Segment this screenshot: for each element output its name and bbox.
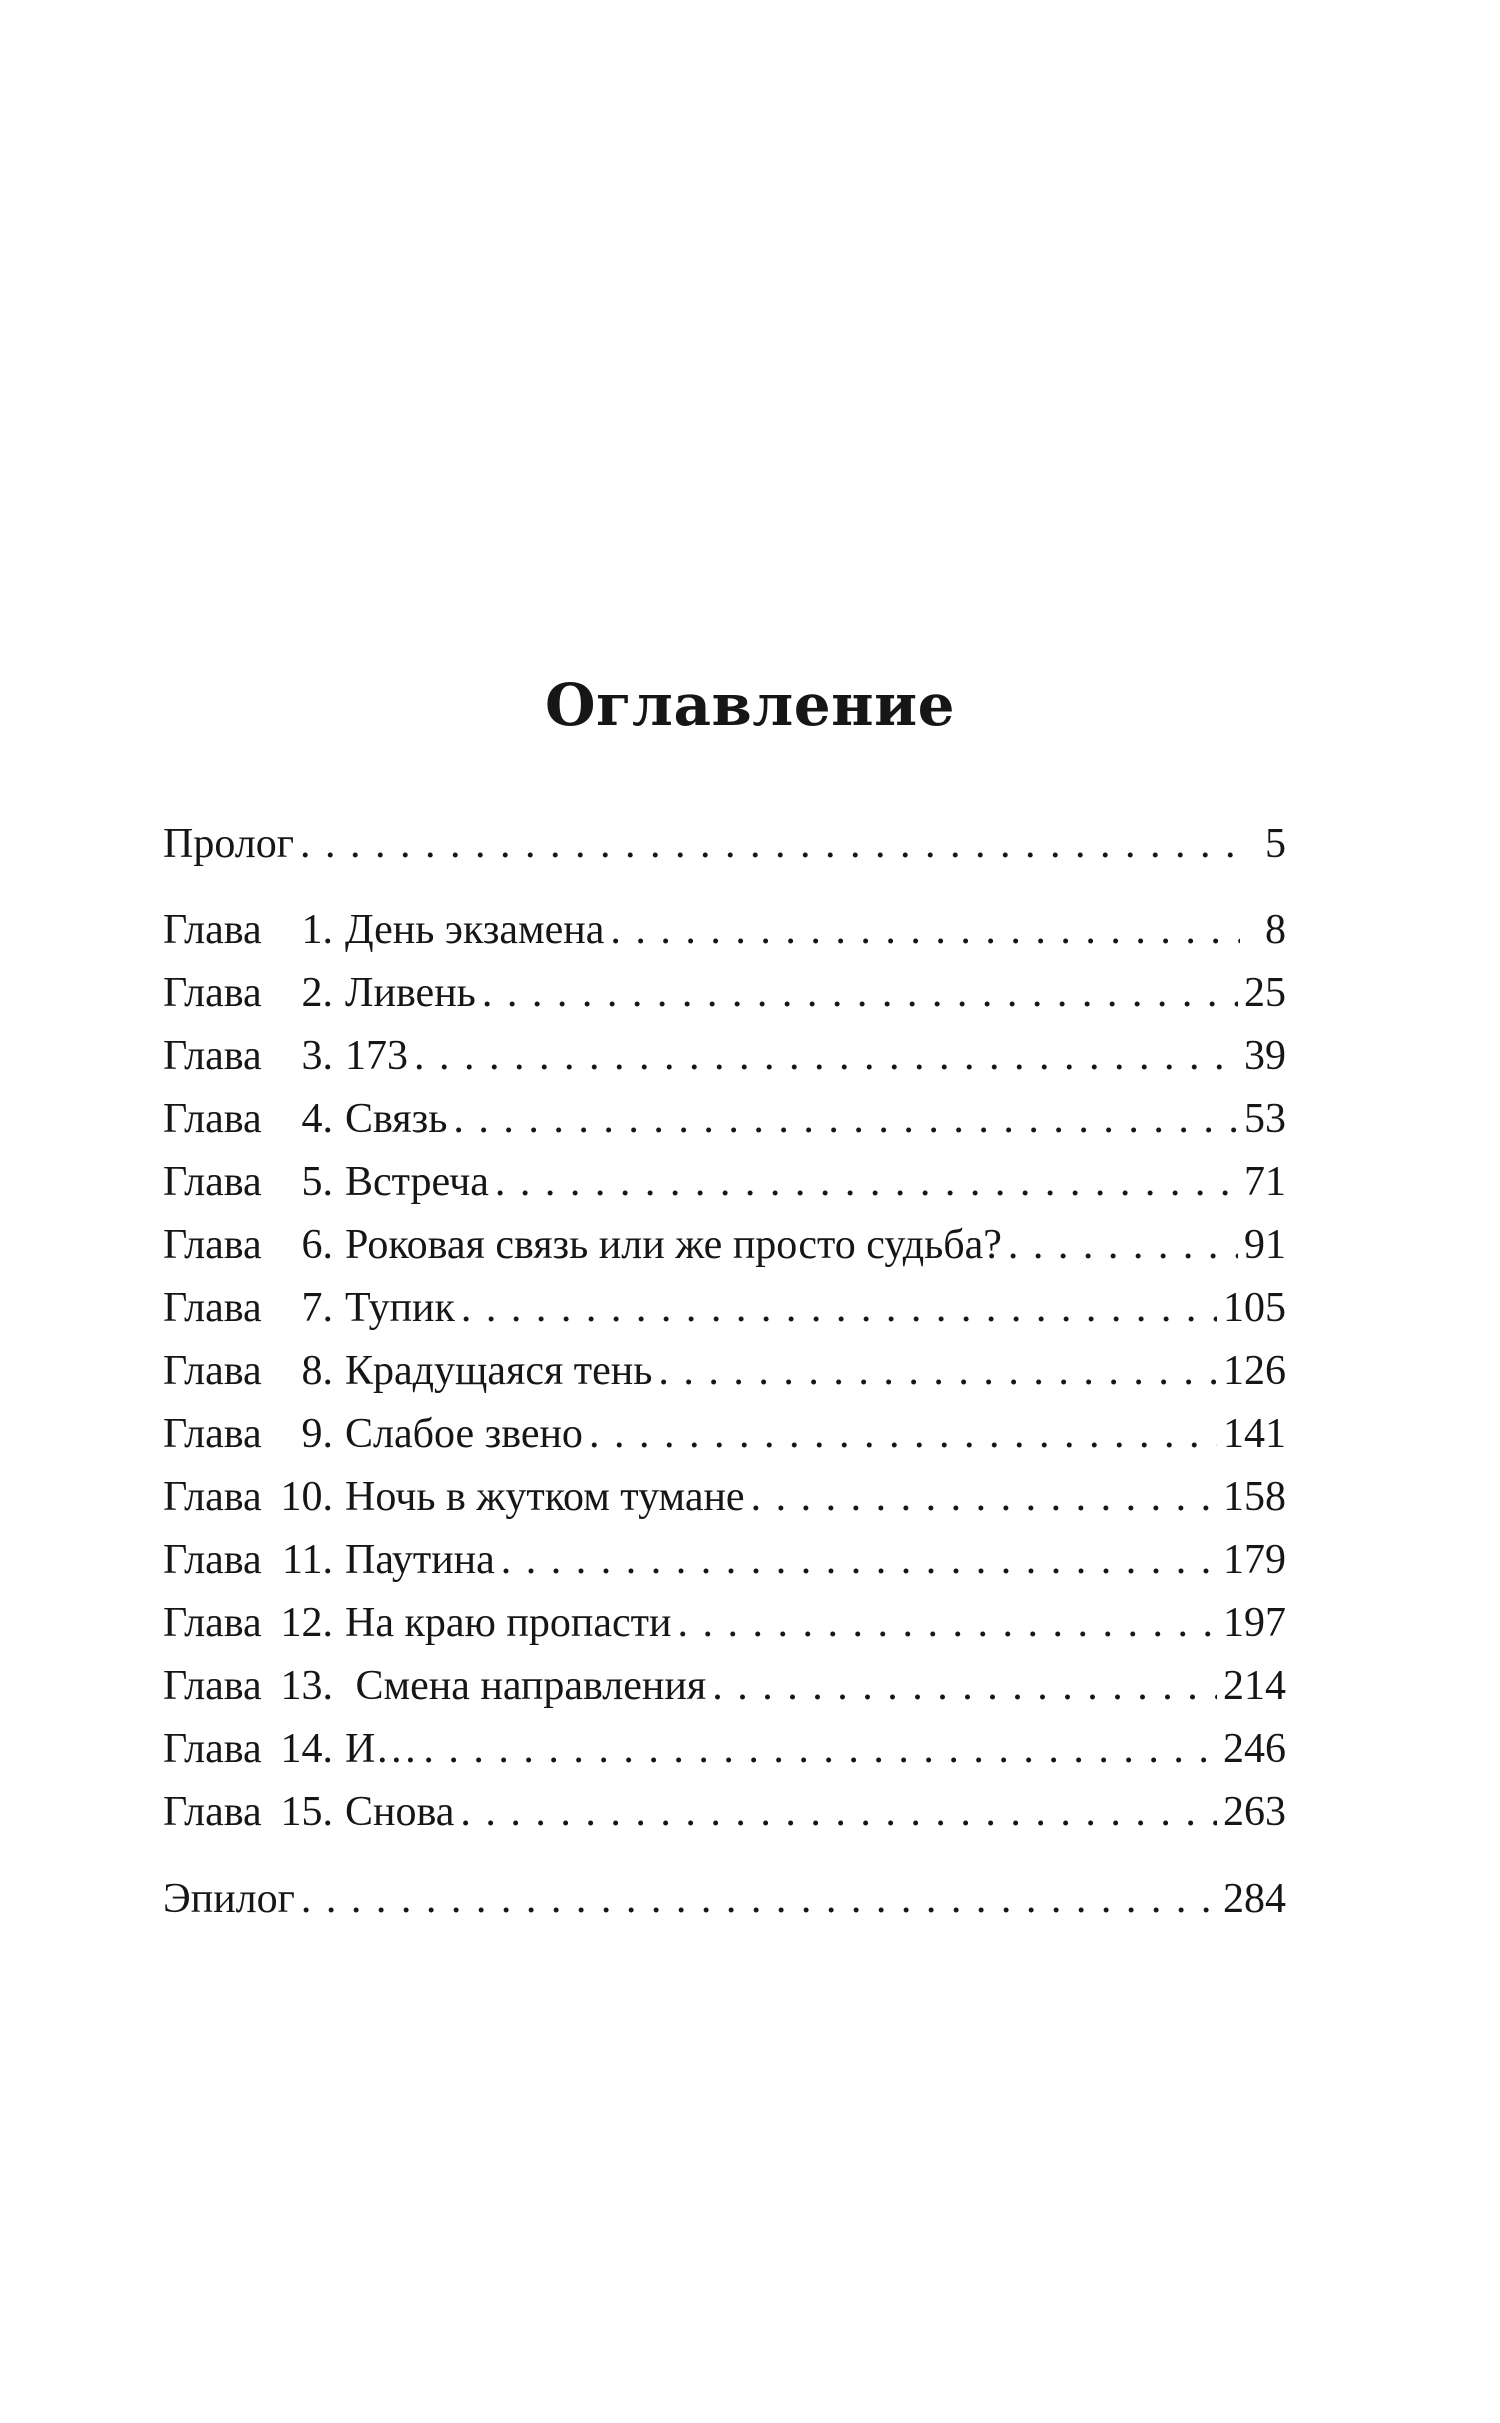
dot-leader <box>423 1721 1217 1777</box>
toc-entry-chapter-2[interactable] <box>163 965 1286 1021</box>
page-number: 71 <box>1244 1159 1286 1205</box>
dot-leader <box>589 1406 1217 1462</box>
chapter-title: Ночь в жутком тумане <box>345 1474 745 1520</box>
entry-label <box>163 1721 417 1777</box>
chapter-number: 2. <box>301 970 333 1016</box>
toc-entry-chapter-6[interactable] <box>163 1217 1286 1273</box>
entry-label <box>163 1469 745 1525</box>
chapter-title: Роковая связь или же просто судьба? <box>345 1222 1002 1268</box>
chapter-title: Паутина <box>345 1537 495 1583</box>
entry-label <box>163 1091 447 1147</box>
entry-label <box>163 1658 706 1714</box>
toc-entry-chapter-13[interactable] <box>163 1658 1286 1714</box>
toc-entry-chapter-4[interactable] <box>163 1091 1286 1147</box>
dot-leader <box>300 816 1240 872</box>
chapter-title: Смена направления <box>345 1663 707 1709</box>
toc-entry-chapter-8[interactable] <box>163 1343 1286 1399</box>
chapter-word: Глава <box>163 1411 262 1457</box>
chapter-title: И… <box>345 1726 418 1772</box>
chapter-word: Глава <box>163 1096 262 1142</box>
entry-label <box>163 1784 454 1840</box>
chapter-number: 11. <box>282 1537 333 1583</box>
chapter-number: 5. <box>301 1159 333 1205</box>
page-number: 25 <box>1244 970 1286 1016</box>
entry-label <box>163 1154 489 1210</box>
entry-label <box>163 1280 455 1336</box>
chapter-word: Глава <box>163 1726 262 1772</box>
dot-leader <box>482 965 1238 1021</box>
dot-leader <box>677 1595 1217 1651</box>
page-number: 158 <box>1223 1474 1286 1520</box>
dot-leader <box>495 1154 1238 1210</box>
chapter-title: Ливень <box>345 970 476 1016</box>
chapter-title: Тупик <box>345 1285 455 1331</box>
page-number: 284 <box>1223 1876 1286 1922</box>
entry-label <box>163 1595 671 1651</box>
toc-entry-chapter-5[interactable] <box>163 1154 1286 1210</box>
toc-entry-chapter-15[interactable] <box>163 1784 1286 1840</box>
chapter-number: 10. <box>280 1474 333 1520</box>
entry-label <box>163 902 604 958</box>
chapter-number: 9. <box>301 1411 333 1457</box>
entry-label <box>163 1406 583 1462</box>
chapter-word: Глава <box>163 907 262 953</box>
page-number: 91 <box>1244 1222 1286 1268</box>
page-number: 246 <box>1223 1726 1286 1772</box>
page-number: 179 <box>1223 1537 1286 1583</box>
dot-leader <box>460 1784 1217 1840</box>
chapter-word: Глава <box>163 970 262 1016</box>
chapter-title: Слабое звено <box>345 1411 583 1457</box>
chapter-word: Глава <box>163 1600 262 1646</box>
entry-label <box>163 1217 1002 1273</box>
toc-entry-chapter-12[interactable] <box>163 1595 1286 1651</box>
chapter-word: Глава <box>163 1348 262 1394</box>
chapter-title: 173 <box>345 1033 408 1079</box>
chapter-number: 1. <box>301 907 333 953</box>
toc-entry-chapter-7[interactable] <box>163 1280 1286 1336</box>
chapter-word: Глава <box>163 1789 262 1835</box>
chapter-title: Снова <box>345 1789 455 1835</box>
dot-leader <box>414 1028 1238 1084</box>
entry-label: Пролог <box>163 821 294 867</box>
chapter-number: 12. <box>280 1600 333 1646</box>
dot-leader <box>461 1280 1217 1336</box>
toc-entry-chapter-10[interactable] <box>163 1469 1286 1525</box>
chapter-number: 15. <box>280 1789 333 1835</box>
dot-leader <box>453 1091 1238 1147</box>
page-number: 105 <box>1223 1285 1286 1331</box>
chapter-number: 14. <box>280 1726 333 1772</box>
toc-entry-chapter-9[interactable] <box>163 1406 1286 1462</box>
toc-entry-chapter-11[interactable] <box>163 1532 1286 1588</box>
entry-label <box>163 1343 652 1399</box>
page-number: 8 <box>1265 907 1286 953</box>
toc-entry-chapter-14[interactable] <box>163 1721 1286 1777</box>
entry-label <box>163 1028 408 1084</box>
dot-leader <box>712 1658 1217 1714</box>
toc-entry-epilogue[interactable] <box>163 1871 1286 1927</box>
toc-entry-chapter-3[interactable] <box>163 1028 1286 1084</box>
page-number: 126 <box>1223 1348 1286 1394</box>
chapter-title: На краю пропасти <box>345 1600 672 1646</box>
chapter-word: Глава <box>163 1222 262 1268</box>
chapter-title: Встреча <box>345 1159 489 1205</box>
page-number: 214 <box>1223 1663 1286 1709</box>
chapter-number: 8. <box>301 1348 333 1394</box>
entry-label <box>163 1532 495 1588</box>
chapter-number: 7. <box>301 1285 333 1331</box>
chapter-title: День экзамена <box>345 907 605 953</box>
dot-leader <box>301 1871 1217 1927</box>
page-title: Оглавление <box>544 671 955 739</box>
dot-leader <box>751 1469 1217 1525</box>
dot-leader <box>1008 1217 1238 1273</box>
page-number: 197 <box>1223 1600 1286 1646</box>
page-number: 39 <box>1244 1033 1286 1079</box>
entry-label <box>163 965 476 1021</box>
chapter-word: Глава <box>163 1474 262 1520</box>
chapter-word: Глава <box>163 1159 262 1205</box>
dot-leader <box>610 902 1240 958</box>
chapter-title: Связь <box>345 1096 448 1142</box>
dot-leader <box>501 1532 1217 1588</box>
chapter-word: Глава <box>163 1033 262 1079</box>
chapter-number: 3. <box>301 1033 333 1079</box>
page-number: 141 <box>1223 1411 1286 1457</box>
entry-label: Эпилог <box>163 1876 295 1922</box>
page-number: 263 <box>1223 1789 1286 1835</box>
toc-entry-chapter-1[interactable] <box>163 902 1286 958</box>
chapter-word: Глава <box>163 1537 262 1583</box>
chapter-number: 6. <box>301 1222 333 1268</box>
page-number: 53 <box>1244 1096 1286 1142</box>
chapter-word: Глава <box>163 1285 262 1331</box>
chapter-word: Глава <box>163 1663 262 1709</box>
toc-entry-prologue[interactable] <box>163 816 1286 872</box>
dot-leader <box>658 1343 1217 1399</box>
chapter-number: 4. <box>301 1096 333 1142</box>
chapter-title: Крадущаяся тень <box>345 1348 653 1394</box>
page-number: 5 <box>1265 821 1286 867</box>
chapter-number: 13. <box>280 1663 333 1709</box>
